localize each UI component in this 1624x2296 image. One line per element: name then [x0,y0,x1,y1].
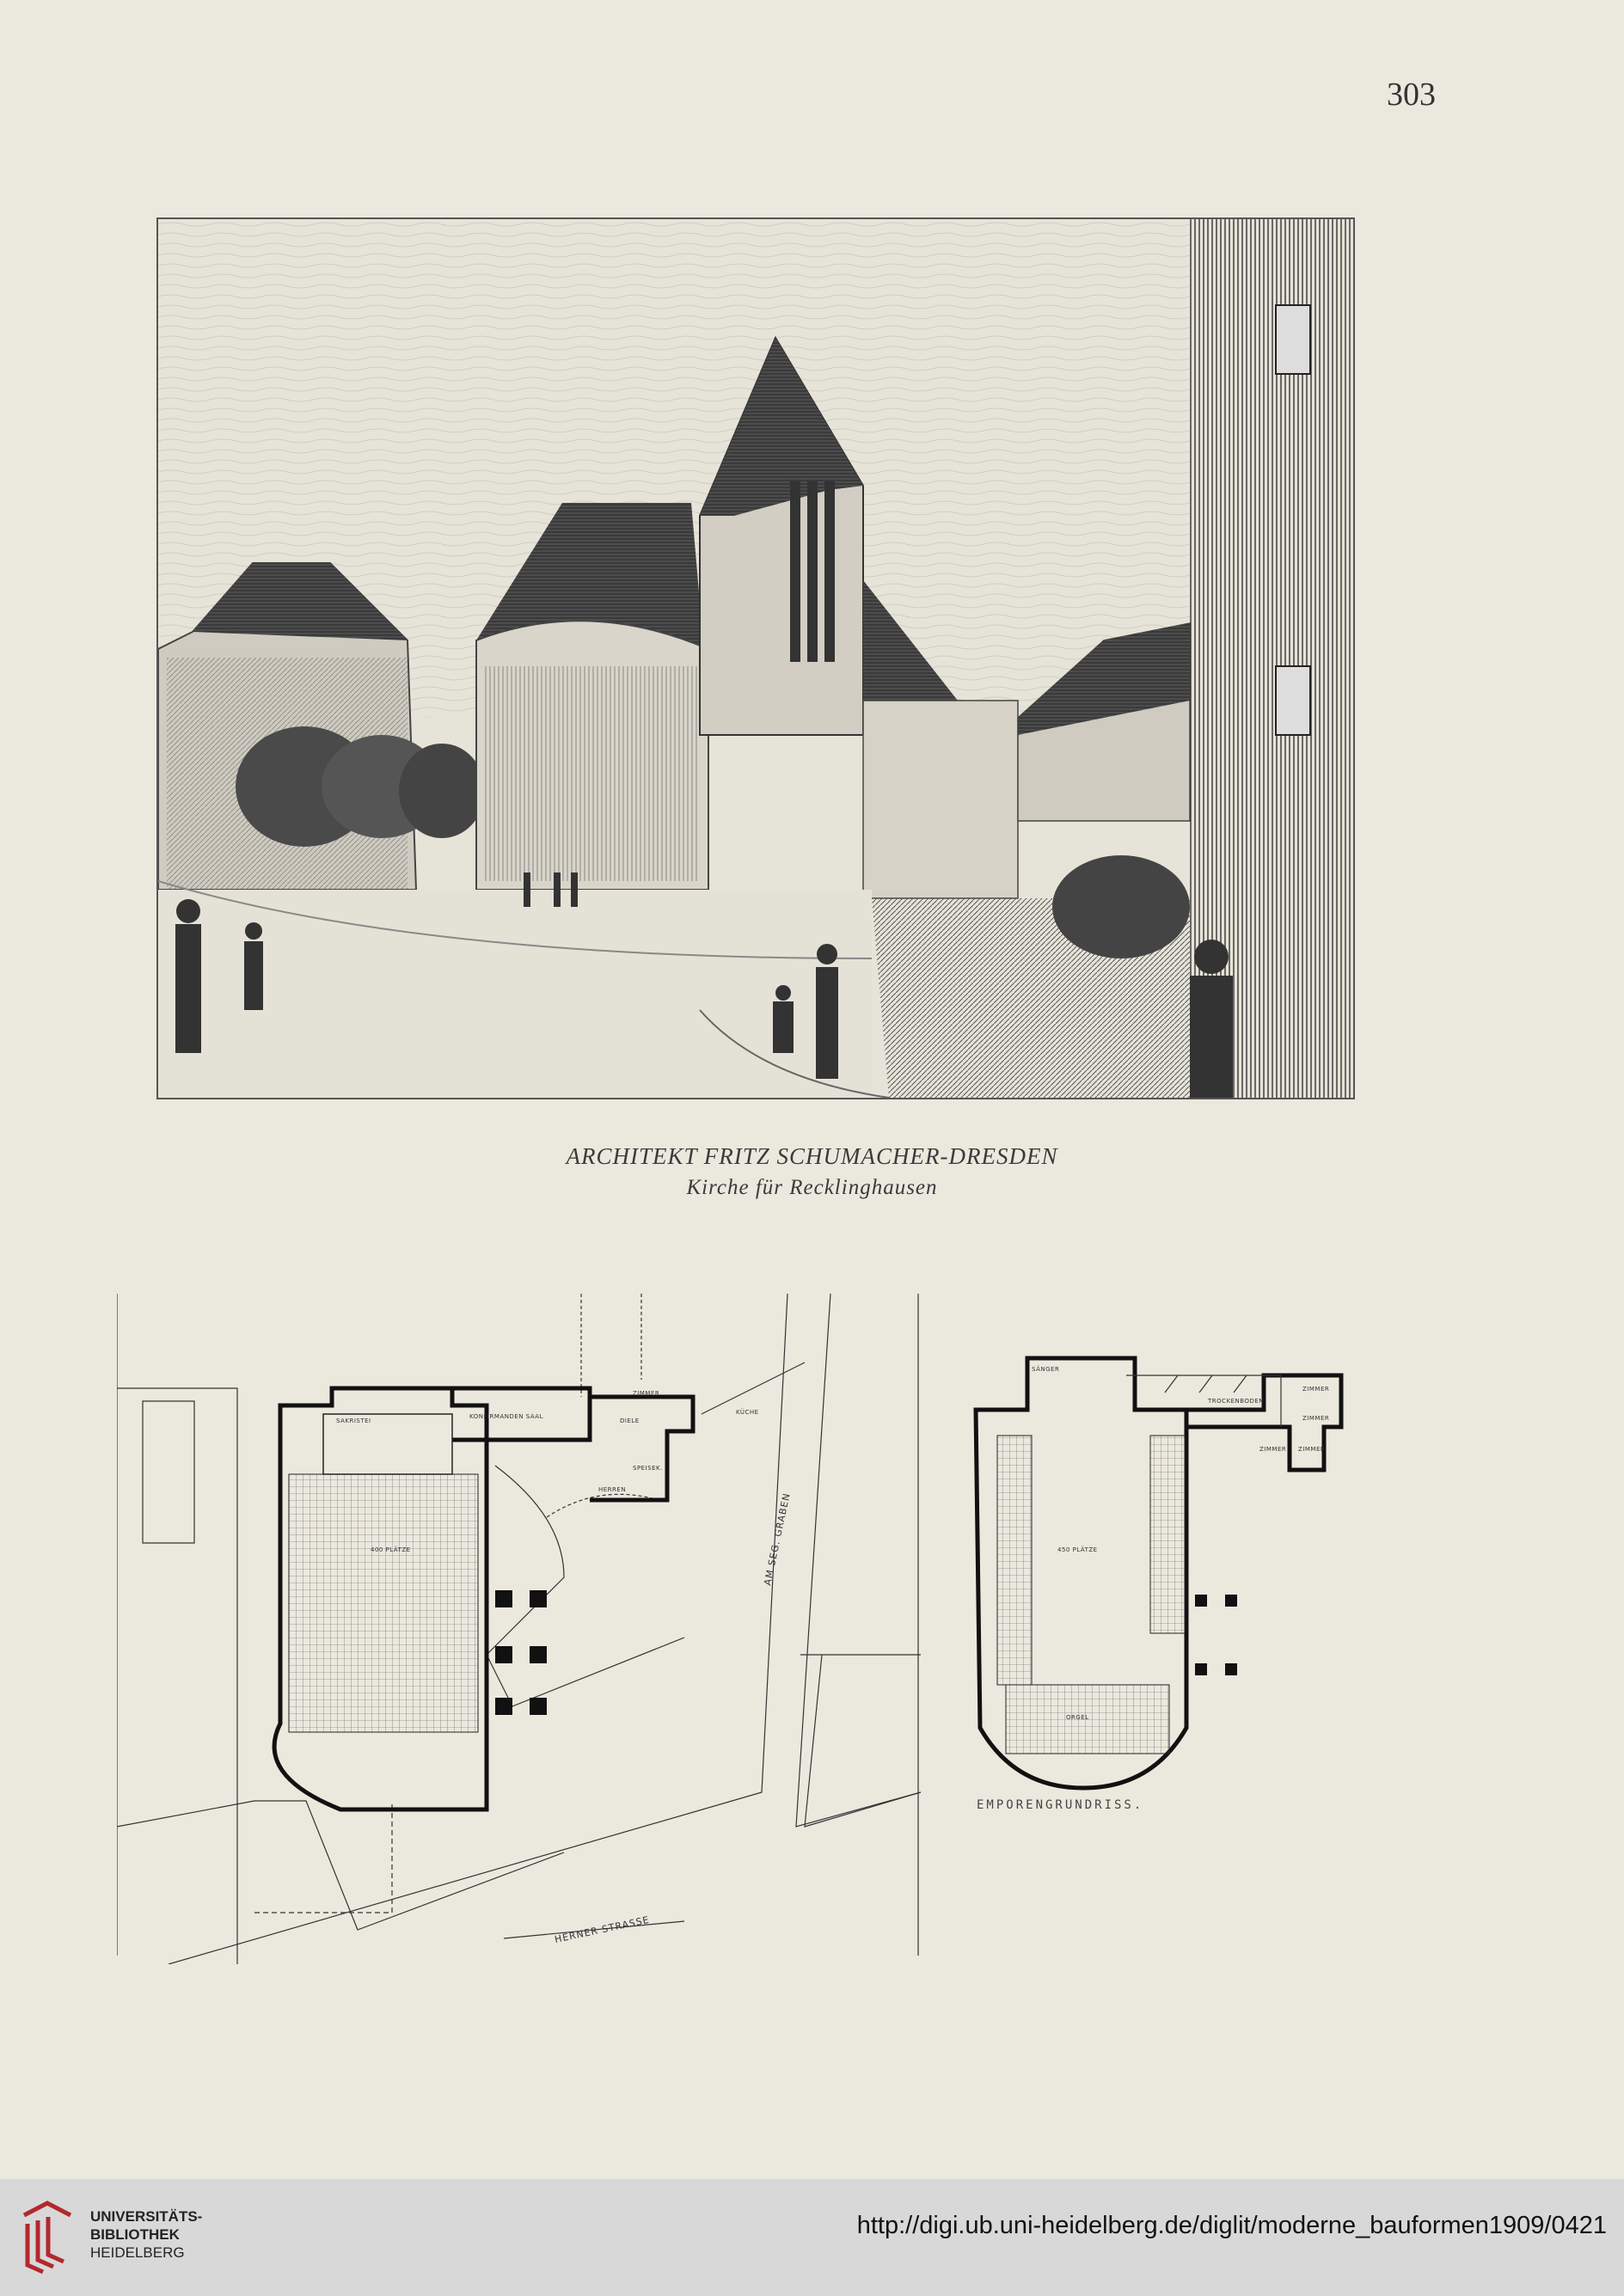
room-label: SPEISEK. [633,1465,663,1472]
church-illustration [156,217,1355,1099]
library-logo-icon [17,2198,77,2275]
room-label: HERREN [598,1486,627,1493]
library-name-line: UNIVERSITÄTS- [90,2208,203,2225]
room-label: ORGEL [1066,1714,1089,1721]
caption-subtitle: Kirche für Recklinghausen [686,1176,938,1199]
street-label: HERNER STRASSE [553,1913,651,1945]
room-label: ZIMMER [1259,1446,1287,1453]
caption-title: ARCHITEKT FRITZ SCHUMACHER-DRESDEN [566,1143,1058,1169]
room-label: 450 PLÄTZE [1057,1546,1098,1553]
room-label: ZIMMER [633,1390,660,1397]
room-label: ZIMMER [1298,1446,1326,1453]
source-url[interactable]: http://digi.ub.uni-heidelberg.de/diglit/moderne_bauformen1909/0421 [856,2212,1607,2239]
library-name [90,2207,202,2262]
room-label: TROCKENBODEN [1208,1398,1265,1405]
room-label: ZIMMER [1302,1386,1330,1393]
room-label: KONFIRMANDEN SAAL [469,1413,543,1420]
page-number: 303 [1387,77,1436,113]
room-label: KÜCHE [736,1409,759,1416]
library-name-line: HEIDELBERG [90,2244,185,2261]
room-label: ZIMMER [1302,1415,1330,1422]
room-label: DIELE [620,1417,640,1424]
room-label: SÄNGER [1032,1366,1060,1373]
gallery-floor-plan [954,1341,1401,1822]
gallery-plan-label: EMPORENGRUNDRISS. [977,1798,1144,1812]
room-label: 400 PLÄTZE [371,1546,411,1553]
street-label: AM SEG. GRABEN [762,1491,793,1587]
room-label: SAKRISTEI [336,1417,371,1424]
ground-floor-plan [117,1294,921,1964]
library-footer [0,2179,1624,2296]
library-name-line: BIBLIOTHEK [90,2226,180,2243]
